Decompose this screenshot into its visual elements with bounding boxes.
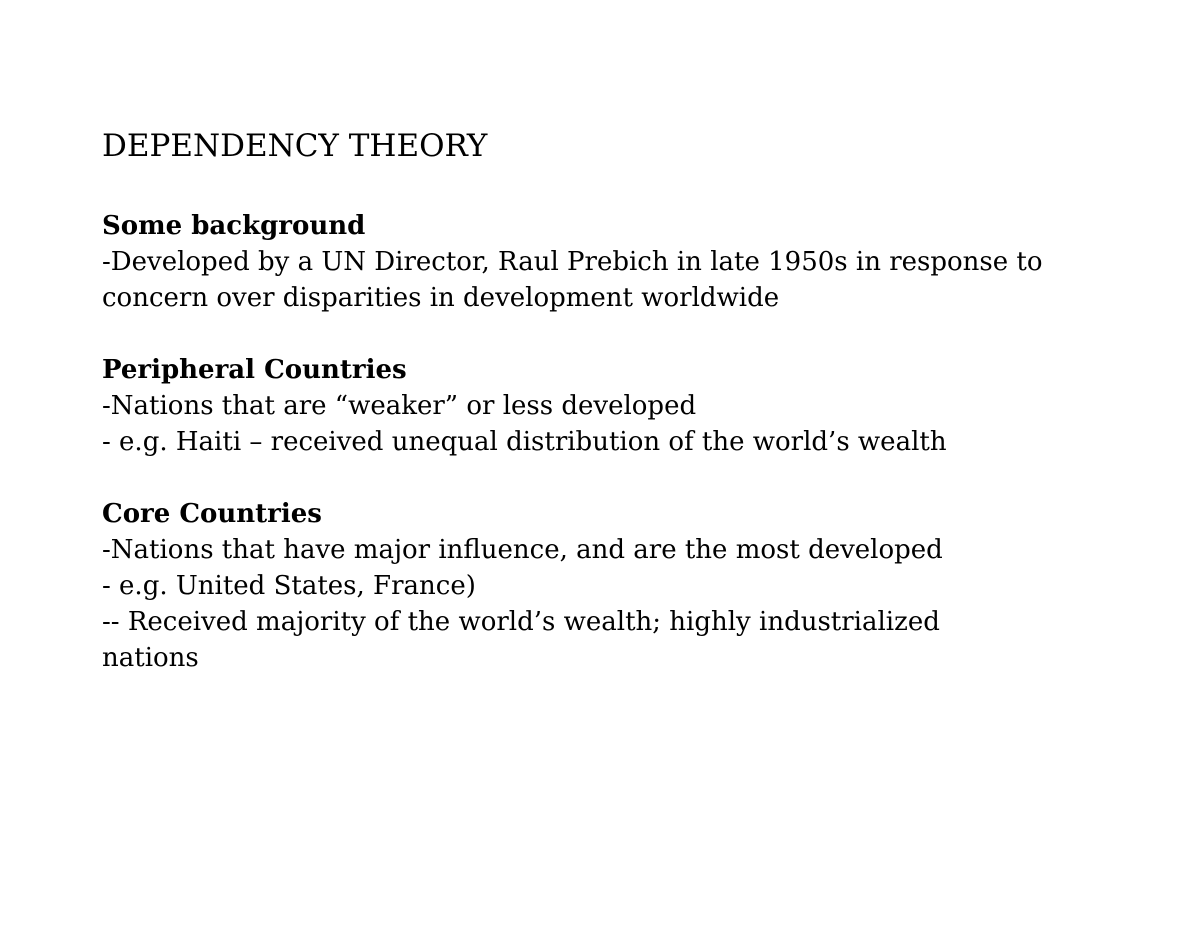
text-line: -Nations that have major influence, and are the most developed [102, 535, 943, 565]
text-line: -Nations that are “weaker” or less developed [102, 391, 697, 421]
text-line: -- Received majority of the world’s wealth; highly industrialized [102, 607, 940, 637]
section-heading: Core Countries [102, 499, 322, 529]
text-line: -Developed by a UN Director, Raul Prebich in late 1950s in response to [102, 247, 1043, 277]
document-page [102, 124, 1102, 712]
text-line: concern over disparities in development worldwide [102, 283, 780, 313]
text-line: - e.g. Haiti – received unequal distribution of the world’s wealth [102, 427, 947, 457]
section-heading: Peripheral Countries [102, 355, 407, 385]
document-title: DEPENDENCY THEORY [102, 128, 488, 164]
section-some-background [102, 208, 1102, 316]
section-peripheral-countries [102, 352, 1102, 460]
section-core-countries [102, 496, 1102, 676]
section-heading: Some background [102, 211, 366, 241]
text-line: - e.g. United States, France) [102, 571, 476, 601]
text-line: nations [102, 643, 199, 673]
